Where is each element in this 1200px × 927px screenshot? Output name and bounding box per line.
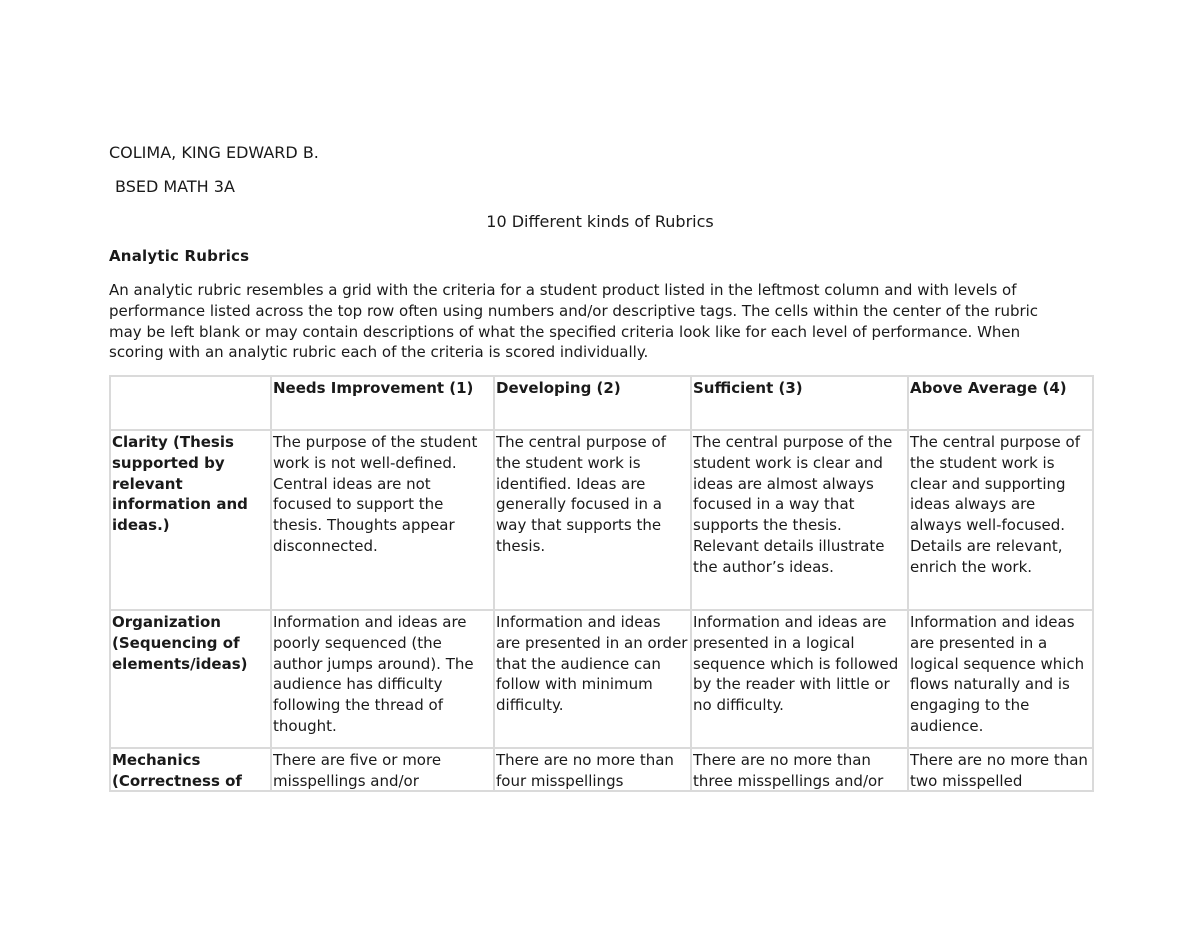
table-cell: Information and ideas are presented in a logical sequence which is followed by the reader with little or no difficulty.: [691, 610, 908, 748]
cell-text: There are no more than two misspelled: [910, 751, 1088, 790]
criterion-cell: [110, 748, 271, 791]
table-cell: Information and ideas are poorly sequenced (the author jumps around). The audience has difficulty following the thread of thought.: [271, 610, 494, 748]
header-cell-sufficient: Sufficient (3): [691, 376, 908, 430]
table-header-row: [110, 376, 1093, 430]
table-cell: [691, 748, 908, 791]
cell-text: There are no more than four misspellings: [496, 751, 674, 790]
criterion-cell: Clarity (Thesis supported by relevant information and ideas.): [110, 430, 271, 610]
header-cell-needs-improvement: Needs Improvement (1): [271, 376, 494, 430]
criterion-cell: Organization (Sequencing of elements/ideas): [110, 610, 271, 748]
table-cell: The central purpose of the student work is clear and supporting ideas always are always well-focused. Details are relevant, enrich the work.: [908, 430, 1093, 610]
student-name: COLIMA, KING EDWARD B.: [109, 143, 319, 162]
criterion-text: Mechanics (Correctness of: [112, 751, 242, 790]
table-cell: The central purpose of the student work is clear and ideas are almost always focused in a way that supports the thesis. Relevant details illustrate the author’s ideas.: [691, 430, 908, 610]
cell-text: There are five or more misspellings and/or: [273, 751, 442, 790]
table-row: [110, 610, 1093, 748]
table-cell: Information and ideas are presented in an order that the audience can follow with minimum difficulty.: [494, 610, 691, 748]
table-cell: The purpose of the student work is not well-defined. Central ideas are not focused to support the thesis. Thoughts appear disconnected.: [271, 430, 494, 610]
analytic-rubrics-heading: Analytic Rubrics: [109, 247, 250, 265]
header-cell-above-average: Above Average (4): [908, 376, 1093, 430]
rubric-table: [109, 375, 1094, 792]
table-cell: [908, 748, 1093, 791]
student-section: BSED MATH 3A: [115, 177, 235, 196]
cell-text: There are no more than three misspellings and/or: [693, 751, 884, 790]
table-cell: [494, 748, 691, 791]
analytic-rubrics-description: An analytic rubric resembles a grid with the criteria for a student product listed in the leftmost column and with levels of performance listed across the top row often using numbers and/or descriptive tags. The cells within the center of the rubric may be left blank or may contain descriptions of what the specified criteria look like for each level of performance. When scoring with an analytic rubric each of the criteria is scored individually.: [109, 281, 1039, 362]
table-row: [110, 748, 1093, 791]
header-cell-empty: [110, 376, 271, 430]
table-cell: Information and ideas are presented in a logical sequence which flows naturally and is engaging to the audience.: [908, 610, 1093, 748]
header-cell-developing: Developing (2): [494, 376, 691, 430]
document-title: 10 Different kinds of Rubrics: [486, 212, 714, 231]
table-row: [110, 430, 1093, 610]
table-cell: The central purpose of the student work is identified. Ideas are generally focused in a way that supports the thesis.: [494, 430, 691, 610]
table-cell: [271, 748, 494, 791]
